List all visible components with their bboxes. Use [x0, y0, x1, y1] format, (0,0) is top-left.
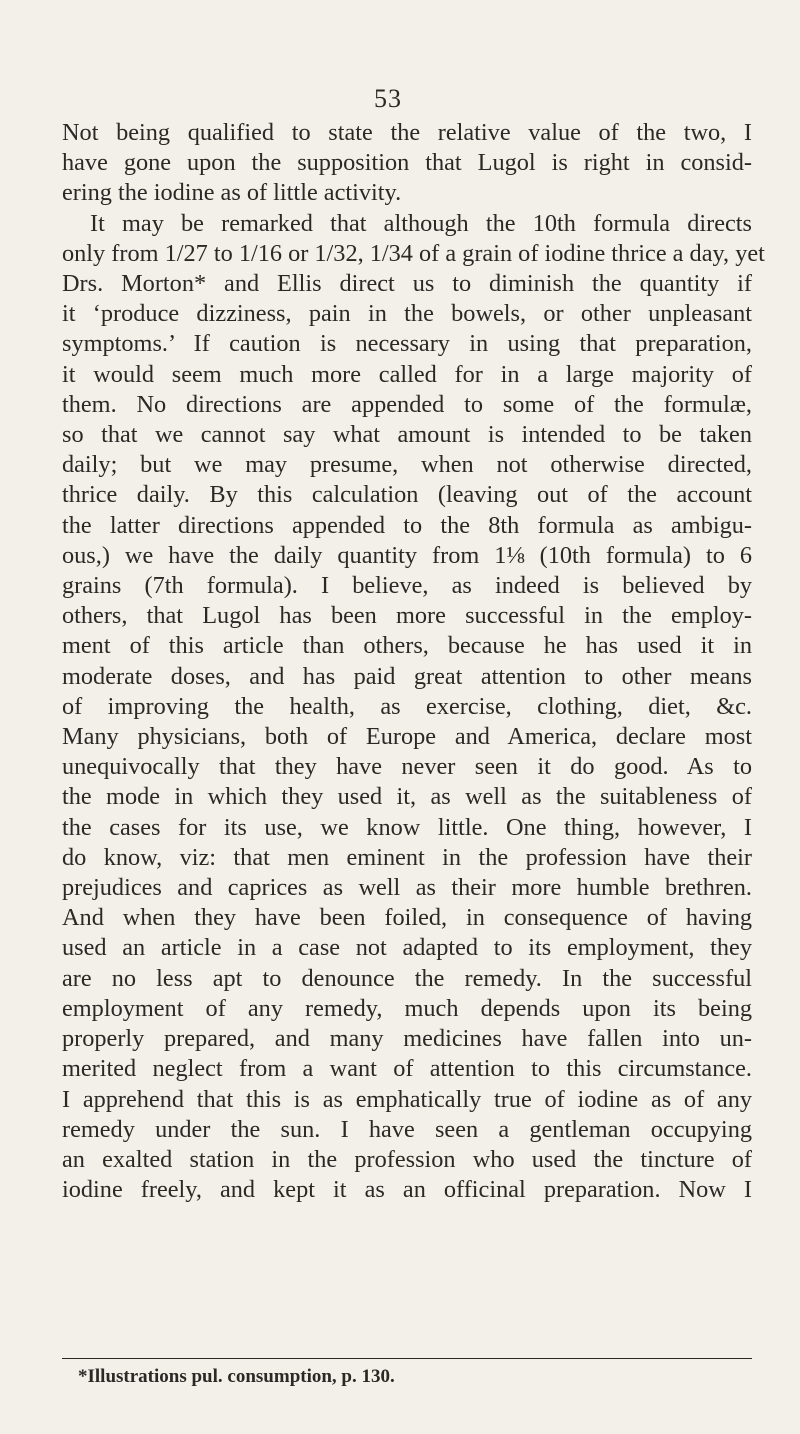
text-line: merited neglect from a want of attention to this circumstance.: [62, 1055, 752, 1083]
text-line: prejudices and caprices as well as their more humble brethren.: [62, 874, 752, 902]
text-line: Many physicians, both of Europe and America, declare most: [62, 723, 752, 751]
text-line: have gone upon the supposition that Lugol is right in consid-: [62, 149, 752, 177]
text-line: are no less apt to denounce the remedy. In the successful: [62, 964, 752, 992]
text-line: it would seem much more called for in a large majority of: [62, 360, 752, 388]
footnote: *Illustrations pul. consumption, p. 130.: [78, 1366, 395, 1387]
text-line: only from 1/27 to 1/16 or 1/32, 1/34 of a grain of iodine thrice a day, yet: [62, 239, 765, 267]
text-line: iodine freely, and kept it as an officinal preparation. Now I: [62, 1176, 752, 1204]
footnote-divider: [62, 1358, 752, 1359]
text-line: grains (7th formula). I believe, as indeed is believed by: [62, 572, 752, 600]
text-line: remedy under the sun. I have seen a gentleman occupying: [62, 1115, 752, 1143]
text-line: And when they have been foiled, in consequence of having: [62, 904, 752, 932]
text-line: so that we cannot say what amount is intended to be taken: [62, 421, 752, 449]
text-line: them. No directions are appended to some of the formulæ,: [62, 390, 752, 418]
text-line: employment of any remedy, much depends upon its being: [62, 994, 752, 1022]
text-line: the cases for its use, we know little. One thing, however, I: [62, 813, 752, 841]
text-line: ous,) we have the daily quantity from 1⅛ (10th formula) to 6: [62, 541, 752, 569]
text-line: ment of this article than others, because he has used it in: [62, 632, 752, 660]
text-line: the mode in which they used it, as well as the suitableness of: [62, 783, 752, 811]
text-line: symptoms.’ If caution is necessary in using that preparation,: [62, 330, 752, 358]
text-line: unequivocally that they have never seen it do good. As to: [62, 753, 752, 781]
text-line: of improving the health, as exercise, clothing, diet, &c.: [62, 692, 752, 720]
page-number: 53: [374, 84, 402, 113]
text-line: I apprehend that this is as emphatically true of iodine as of any: [62, 1085, 752, 1113]
text-line: ering the iodine as of little activity.: [62, 179, 402, 207]
text-line: do know, viz: that men eminent in the profession have their: [62, 843, 752, 871]
text-line: daily; but we may presume, when not otherwise directed,: [62, 451, 752, 479]
text-line: properly prepared, and many medicines have fallen into un-: [62, 1025, 752, 1053]
body-text: [62, 118, 765, 1205]
text-line: moderate doses, and has paid great attention to other means: [62, 662, 752, 690]
text-line: others, that Lugol has been more successful in the employ-: [62, 602, 752, 630]
text-line: it ‘produce dizziness, pain in the bowels, or other unpleasant: [62, 300, 752, 328]
text-line: thrice daily. By this calculation (leaving out of the account: [62, 481, 752, 509]
text-line: Drs. Morton* and Ellis direct us to diminish the quantity if: [62, 270, 752, 298]
text-line: an exalted station in the profession who used the tincture of: [62, 1145, 752, 1173]
text-line: used an article in a case not adapted to its employment, they: [62, 934, 752, 962]
text-line: Not being qualified to state the relative value of the two, I: [62, 119, 752, 146]
text-line: It may be remarked that although the 10th formula directs: [90, 209, 752, 237]
text-line: the latter directions appended to the 8th formula as ambigu-: [62, 511, 752, 539]
